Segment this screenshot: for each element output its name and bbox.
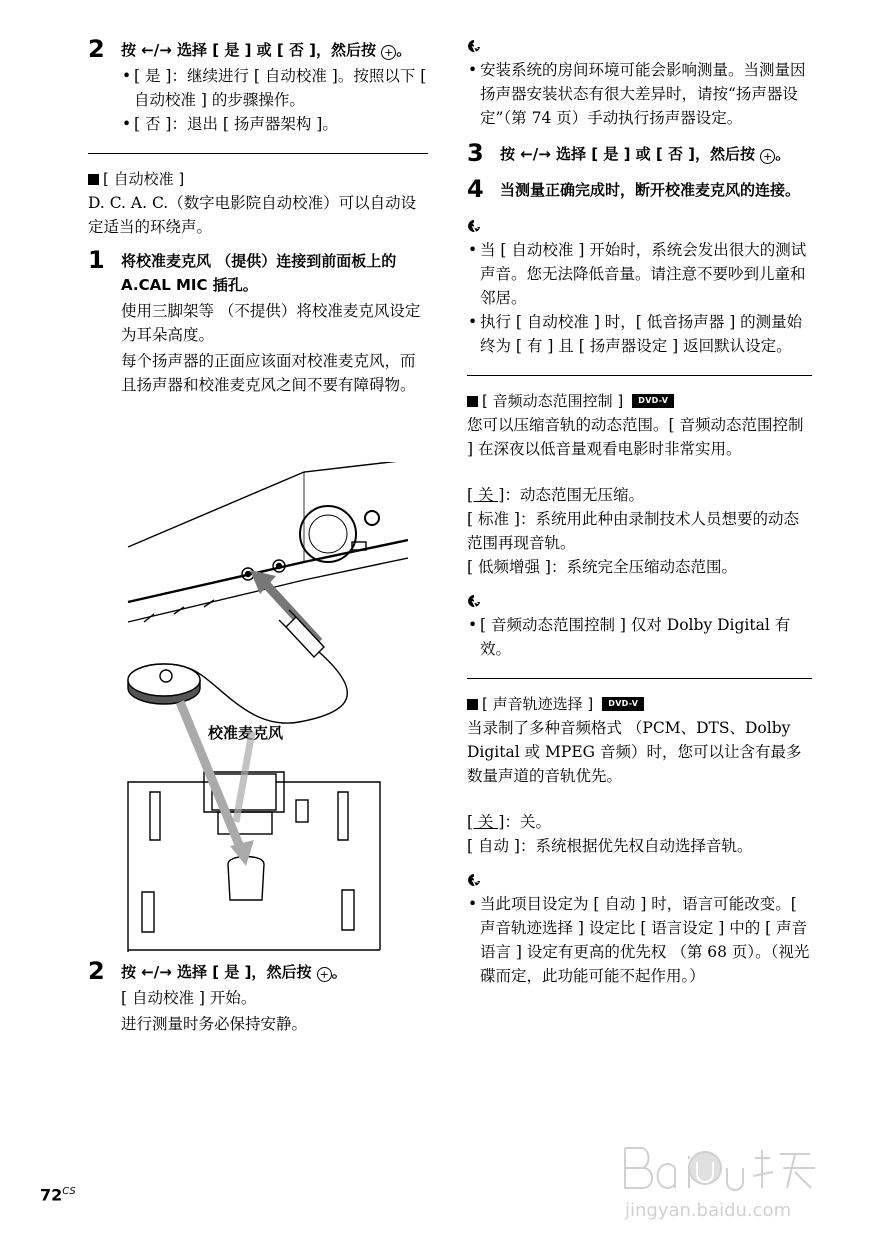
step-3-choose xyxy=(467,139,812,167)
note-bullet: • 当 [ 自动校准 ] 开始时，系统会发出很大的测试声音。您无法降低音量。请注意不要吵到儿童和邻居。 xyxy=(467,238,812,310)
step-paragraph: 使用三脚架等 （不提供）将校准麦克风设定为耳朵高度。 xyxy=(121,302,421,344)
step-instruction: 将校准麦克风 （提供）连接到前面板上的 A.CAL MIC 插孔。 xyxy=(121,252,397,294)
section-divider xyxy=(467,375,812,376)
section-divider xyxy=(467,678,812,679)
dvd-v-badge: DVD-V xyxy=(632,394,674,408)
av-receiver-icon xyxy=(128,462,408,622)
drc-heading: [ 音频动态范围控制 ] DVD-V xyxy=(467,389,812,413)
step-instruction: 按 ←/→ 选择 [ 是 ]，然后按 + 。 xyxy=(121,963,347,981)
track-heading: [ 声音轨迹选择 ] DVD-V xyxy=(467,692,812,716)
drc-option-standard: [ 标准 ]：系统用此种由录制技术人员想要的动态范围再现音轨。 xyxy=(467,510,799,552)
calibration-mic-icon xyxy=(128,664,200,704)
left-column-bottom xyxy=(88,957,428,1039)
step-paragraph: 每个扬声器的正面应该面对校准麦克风，而且扬声器和校准麦克风之间不要有障碍物。 xyxy=(121,352,416,394)
enter-button-icon: + xyxy=(381,45,396,60)
step-2-choose xyxy=(88,35,428,136)
option-no: • [ 否 ]：退出 [ 扬声器架构 ]。 xyxy=(121,112,428,136)
page-number: $72^{CS}$ xyxy=(40,1185,76,1205)
note-bullet: • 安装系统的房间环境可能会影响测量。当测量因扬声器安装状态有很大差异时，请按“扬声器设定”（第 74 页）手动执行扬声器设定。 xyxy=(467,58,812,130)
note-icon xyxy=(467,593,812,613)
drc-description: 您可以压缩音轨的动态范围。[ 音频动态范围控制 ] 在深夜以低音量观看电影时非常实用。 xyxy=(467,416,804,458)
step-1-connect xyxy=(88,246,428,397)
auto-cal-heading: [ 自动校准 ] xyxy=(88,167,428,191)
baidu-logo-icon xyxy=(615,1128,825,1228)
left-column xyxy=(88,35,428,400)
auto-cal-description: D. C. A. C.（数字电影院自动校准）可以自动设定适当的环绕声。 xyxy=(88,194,417,236)
section-divider xyxy=(88,153,428,154)
listening-room-icon xyxy=(128,772,380,952)
step-instruction: 按 ←/→ 选择 [ 是 ] 或 [ 否 ]，然后按 + 。 xyxy=(500,145,791,163)
step-paragraph: 进行测量时务必保持安静。 xyxy=(121,1015,308,1033)
note-bullet: • 当此项目设定为 [ 自动 ] 时，语言可能改变。[ 声音轨迹选择 ] 设定比 [ 语言设定 ] 中的 [ 声音语言 ] 设定有更高的优先权 （第 68 页）。（视光碟而定，此功能可能不起作用。） xyxy=(467,892,812,988)
step-number: 4 xyxy=(467,175,484,203)
dvd-v-badge: DVD-V xyxy=(602,697,644,711)
note-icon xyxy=(467,218,812,238)
svg-text:jingyan.baidu.com: jingyan.baidu.com xyxy=(625,1200,792,1221)
step-number: 2 xyxy=(88,35,105,63)
calibration-illustration xyxy=(124,462,408,952)
right-column xyxy=(467,38,812,988)
track-option-auto: [ 自动 ]：系统根据优先权自动选择音轨。 xyxy=(467,837,753,855)
drc-option-off: [ 关 ]：动态范围无压缩。 xyxy=(467,486,644,504)
step-instruction: 当测量正确完成时，断开校准麦克风的连接。 xyxy=(500,181,801,199)
step-4-disconnect xyxy=(467,175,812,203)
enter-button-icon: + xyxy=(317,967,332,982)
section-marker-icon xyxy=(88,174,99,185)
note-bullet: • 执行 [ 自动校准 ] 时，[ 低音扬声器 ] 的测量始终为 [ 有 ] 且 [ 扬声器设定 ] 返回默认设定。 xyxy=(467,310,812,358)
step-paragraph: [ 自动校准 ] 开始。 xyxy=(121,989,257,1007)
track-option-off: [ 关 ]：关。 xyxy=(467,813,551,831)
note-icon xyxy=(467,38,812,58)
mic-label: 校准麦克风 xyxy=(208,724,284,742)
step-number: 1 xyxy=(88,246,105,274)
drc-option-max: [ 低频增强 ]：系统完全压缩动态范围。 xyxy=(467,558,737,576)
option-yes: • [ 是 ]：继续进行 [ 自动校准 ]。按照以下 [ 自动校准 ] 的步骤操作。 xyxy=(121,64,428,112)
note-bullet: • [ 音频动态范围控制 ] 仅对 Dolby Digital 有效。 xyxy=(467,613,812,661)
step-number: 3 xyxy=(467,139,484,167)
step-2-start xyxy=(88,957,428,1036)
step-instruction: 按 ←/→ 选择 [ 是 ] 或 [ 否 ]，然后按 + 。 xyxy=(121,41,412,59)
section-marker-icon xyxy=(467,699,478,710)
note-icon xyxy=(467,872,812,892)
mic-connection-diagram xyxy=(124,462,408,952)
baidu-watermark xyxy=(615,1128,825,1228)
section-marker-icon xyxy=(467,396,478,407)
mic-plug-icon xyxy=(184,610,347,723)
enter-button-icon: + xyxy=(760,149,775,164)
track-description: 当录制了多种音频格式 （PCM、DTS、Dolby Digital 或 MPEG 音频）时，您可以让含有最多数量声道的音轨优先。 xyxy=(467,719,802,785)
step-number: 2 xyxy=(88,957,105,985)
